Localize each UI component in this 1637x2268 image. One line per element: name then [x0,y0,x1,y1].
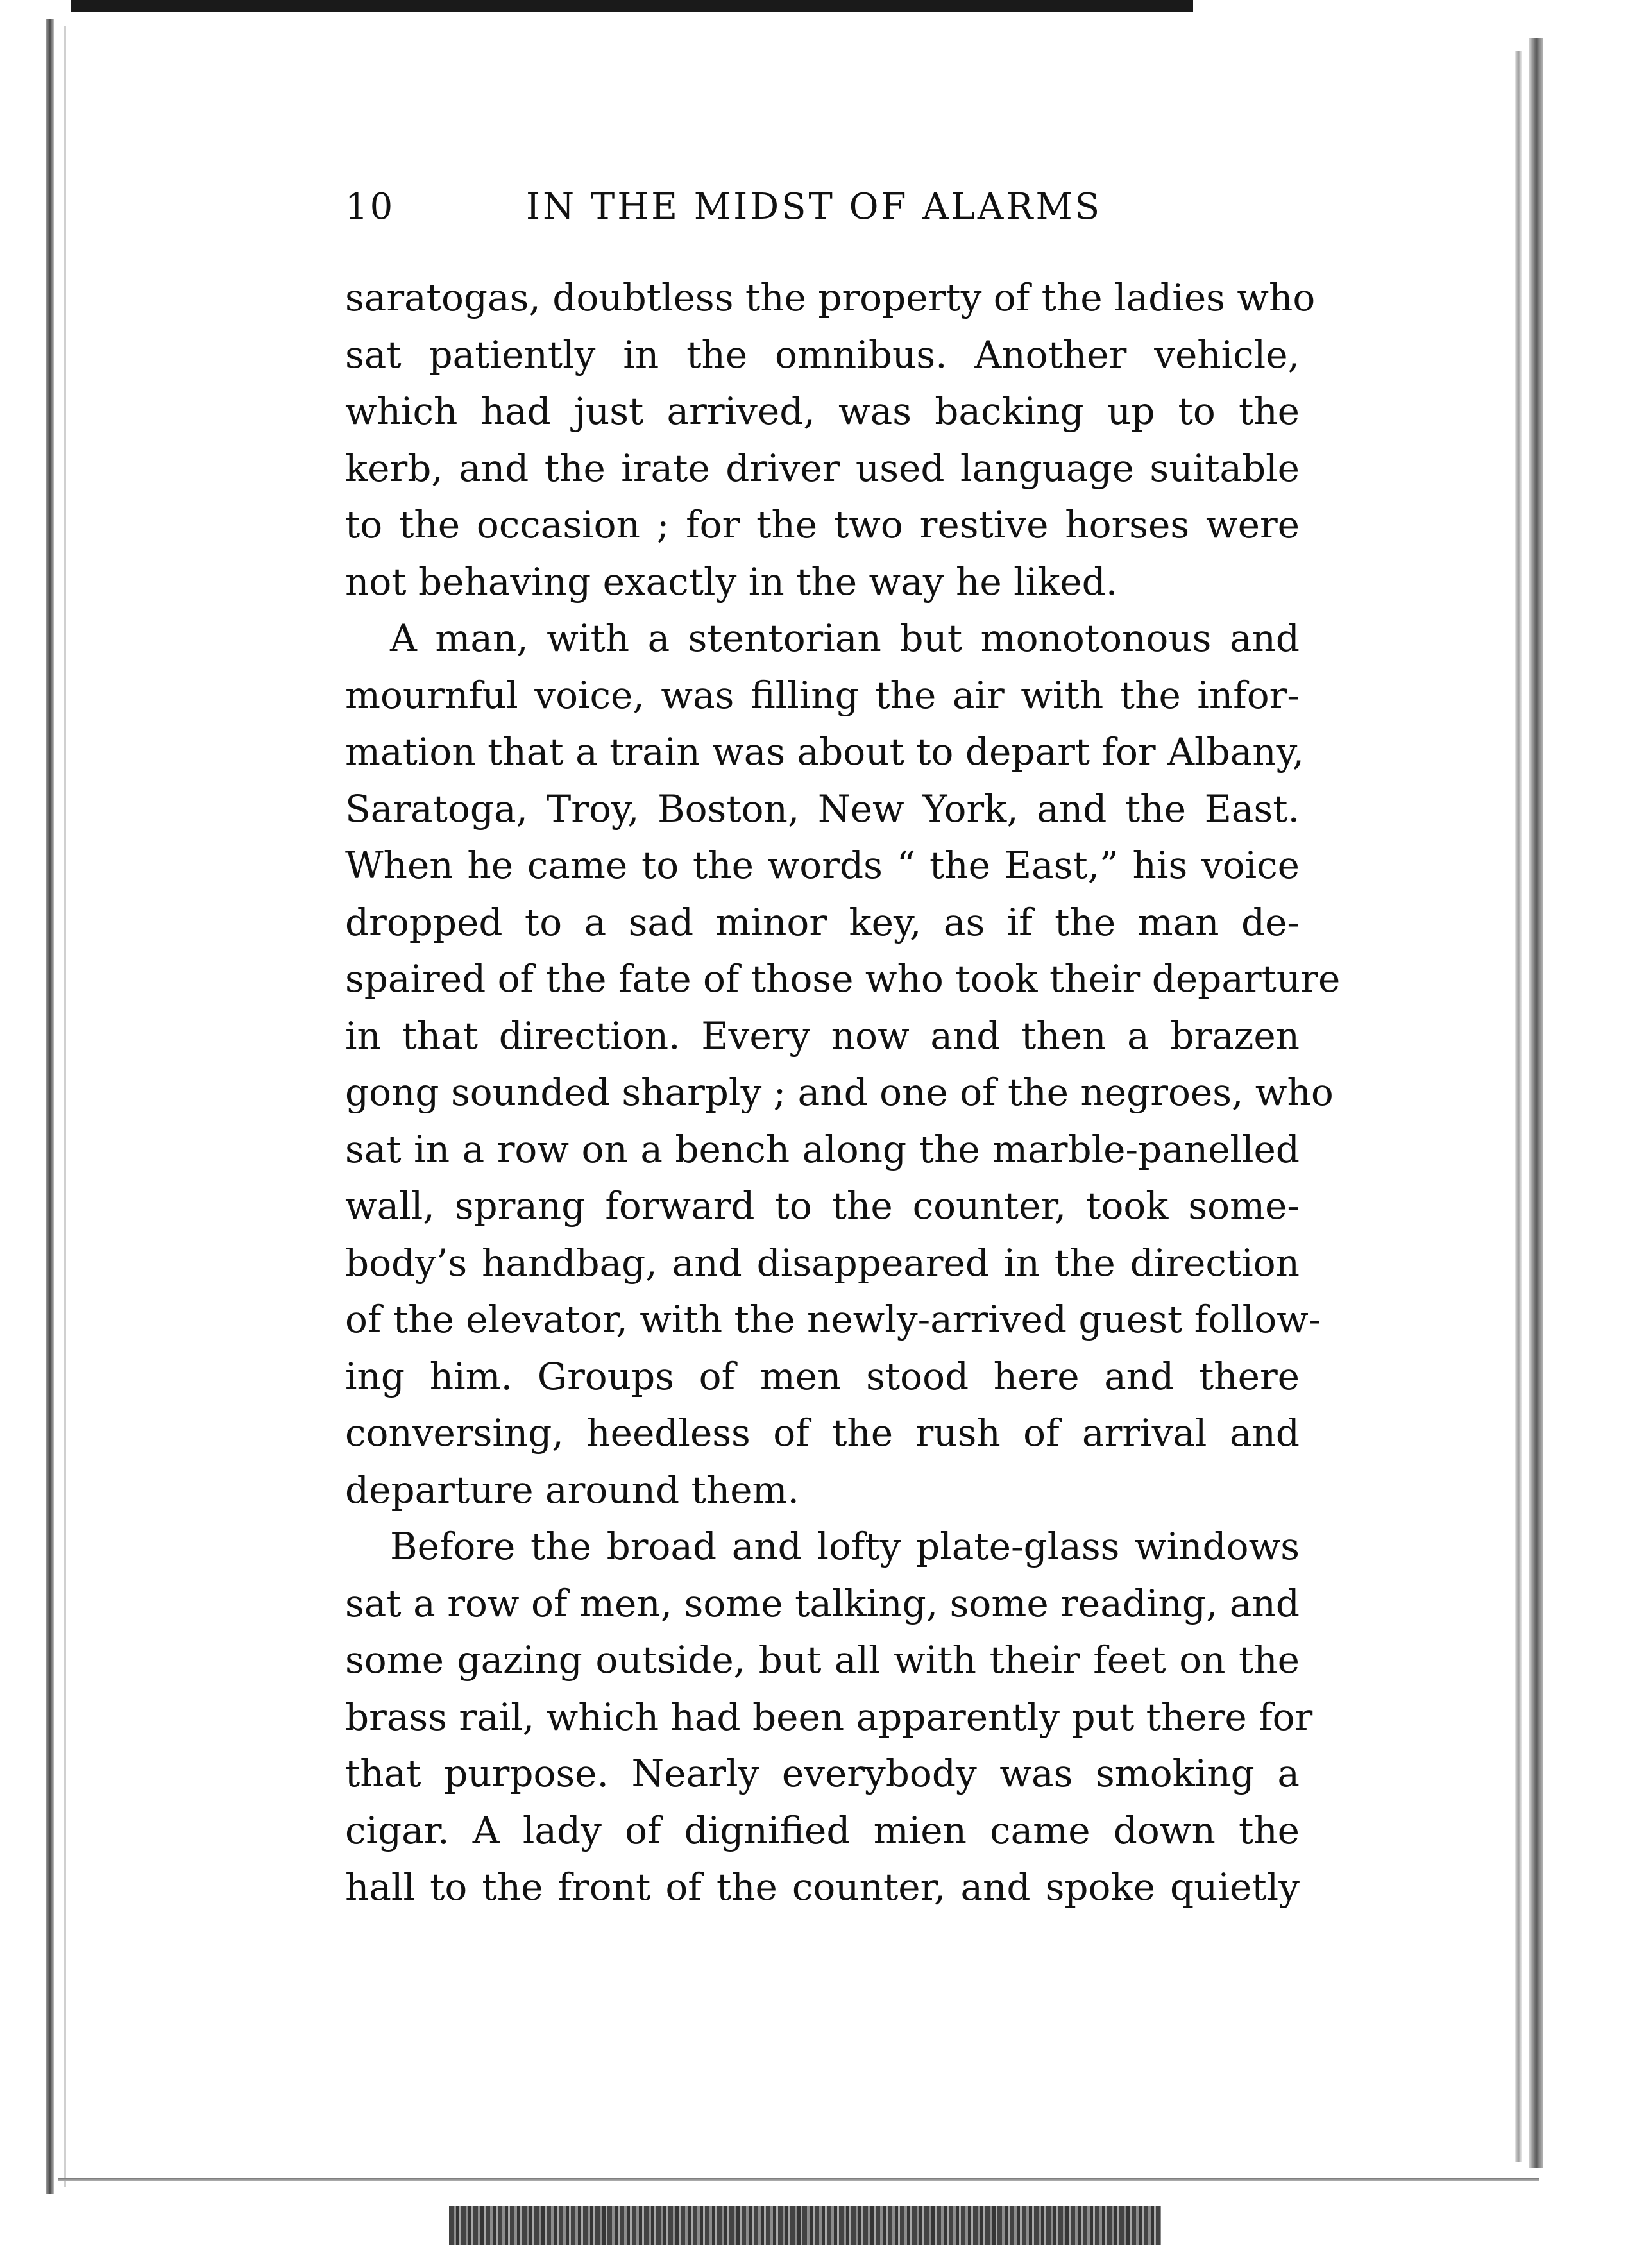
text-line: sat a row of men, some talking, some reading, and [345,1581,1300,1625]
text-line: of the elevator, with the newly-arrived guest follow- [345,1298,1321,1341]
text-line: spaired of the fate of those who took their departure [345,957,1341,1001]
text-line: sat in a row on a bench along the marble-panelled [345,1127,1300,1171]
page-content [345,186,1341,1916]
text-line: sat patiently in the omnibus. Another vehicle, [345,332,1300,377]
page-number: 10 [345,186,395,228]
text-line: gong sounded sharply ; and one of the negroes, who [345,1071,1334,1114]
text-line: to the occasion ; for the two restive horses were [345,503,1300,546]
text-line: mournful voice, was filling the air with the infor- [345,673,1300,717]
text-line: which had just arrived, was backing up to the [345,389,1300,433]
scan-left-edge [46,19,54,2194]
scan-bottom-edge [58,2178,1539,2181]
text-line: hall to the front of the counter, and spoke quietly [345,1865,1300,1909]
text-line: When he came to the words “ the East,” his voice [345,843,1300,887]
text-line: brass rail, which had been apparently put there for [345,1695,1313,1739]
text-line: not behaving exactly in the way he liked. [345,559,1118,604]
text-line: wall, sprang forward to the counter, took some- [345,1184,1300,1228]
running-title: IN THE MIDST OF ALARMS [526,186,1103,228]
text-line: conversing, heedless of the rush of arrival and [345,1411,1300,1455]
running-head [345,186,1300,237]
text-line: cigar. A lady of dignified mien came down the [345,1808,1300,1852]
text-line: dropped to a sad minor key, as if the man de- [345,900,1300,944]
text-line: some gazing outside, but all with their feet on the [345,1638,1300,1682]
scan-right-edge [1515,51,1522,2162]
text-line: mation that a train was about to depart for Albany, [345,730,1305,774]
text-line: kerb, and the irate driver used language suitable [345,446,1300,490]
scan-bottom-strip [449,2206,1161,2245]
text-line: in that direction. Every now and then a brazen [345,1013,1300,1058]
scan-right-edge-dark [1529,38,1543,2168]
text-line: that purpose. Nearly everybody was smoking a [345,1752,1300,1795]
text-line: ing him. Groups of men stood here and there [345,1354,1300,1398]
text-line: A man, with a stentorian but monotonous and [390,616,1300,660]
text-line: departure around them. [345,1468,799,1512]
scan-left-edge-inner [64,26,66,2187]
body-text [345,269,1341,1916]
scan-right-margin [1546,0,1637,2268]
scan-top-border [71,0,1193,12]
text-line: Saratoga, Troy, Boston, New York, and the East. [345,786,1300,831]
text-line: Before the broad and lofty plate-glass windows [390,1525,1300,1568]
text-line: body’s handbag, and disappeared in the direction [345,1240,1300,1285]
text-line: saratogas, doubtless the property of the ladies who [345,276,1316,319]
